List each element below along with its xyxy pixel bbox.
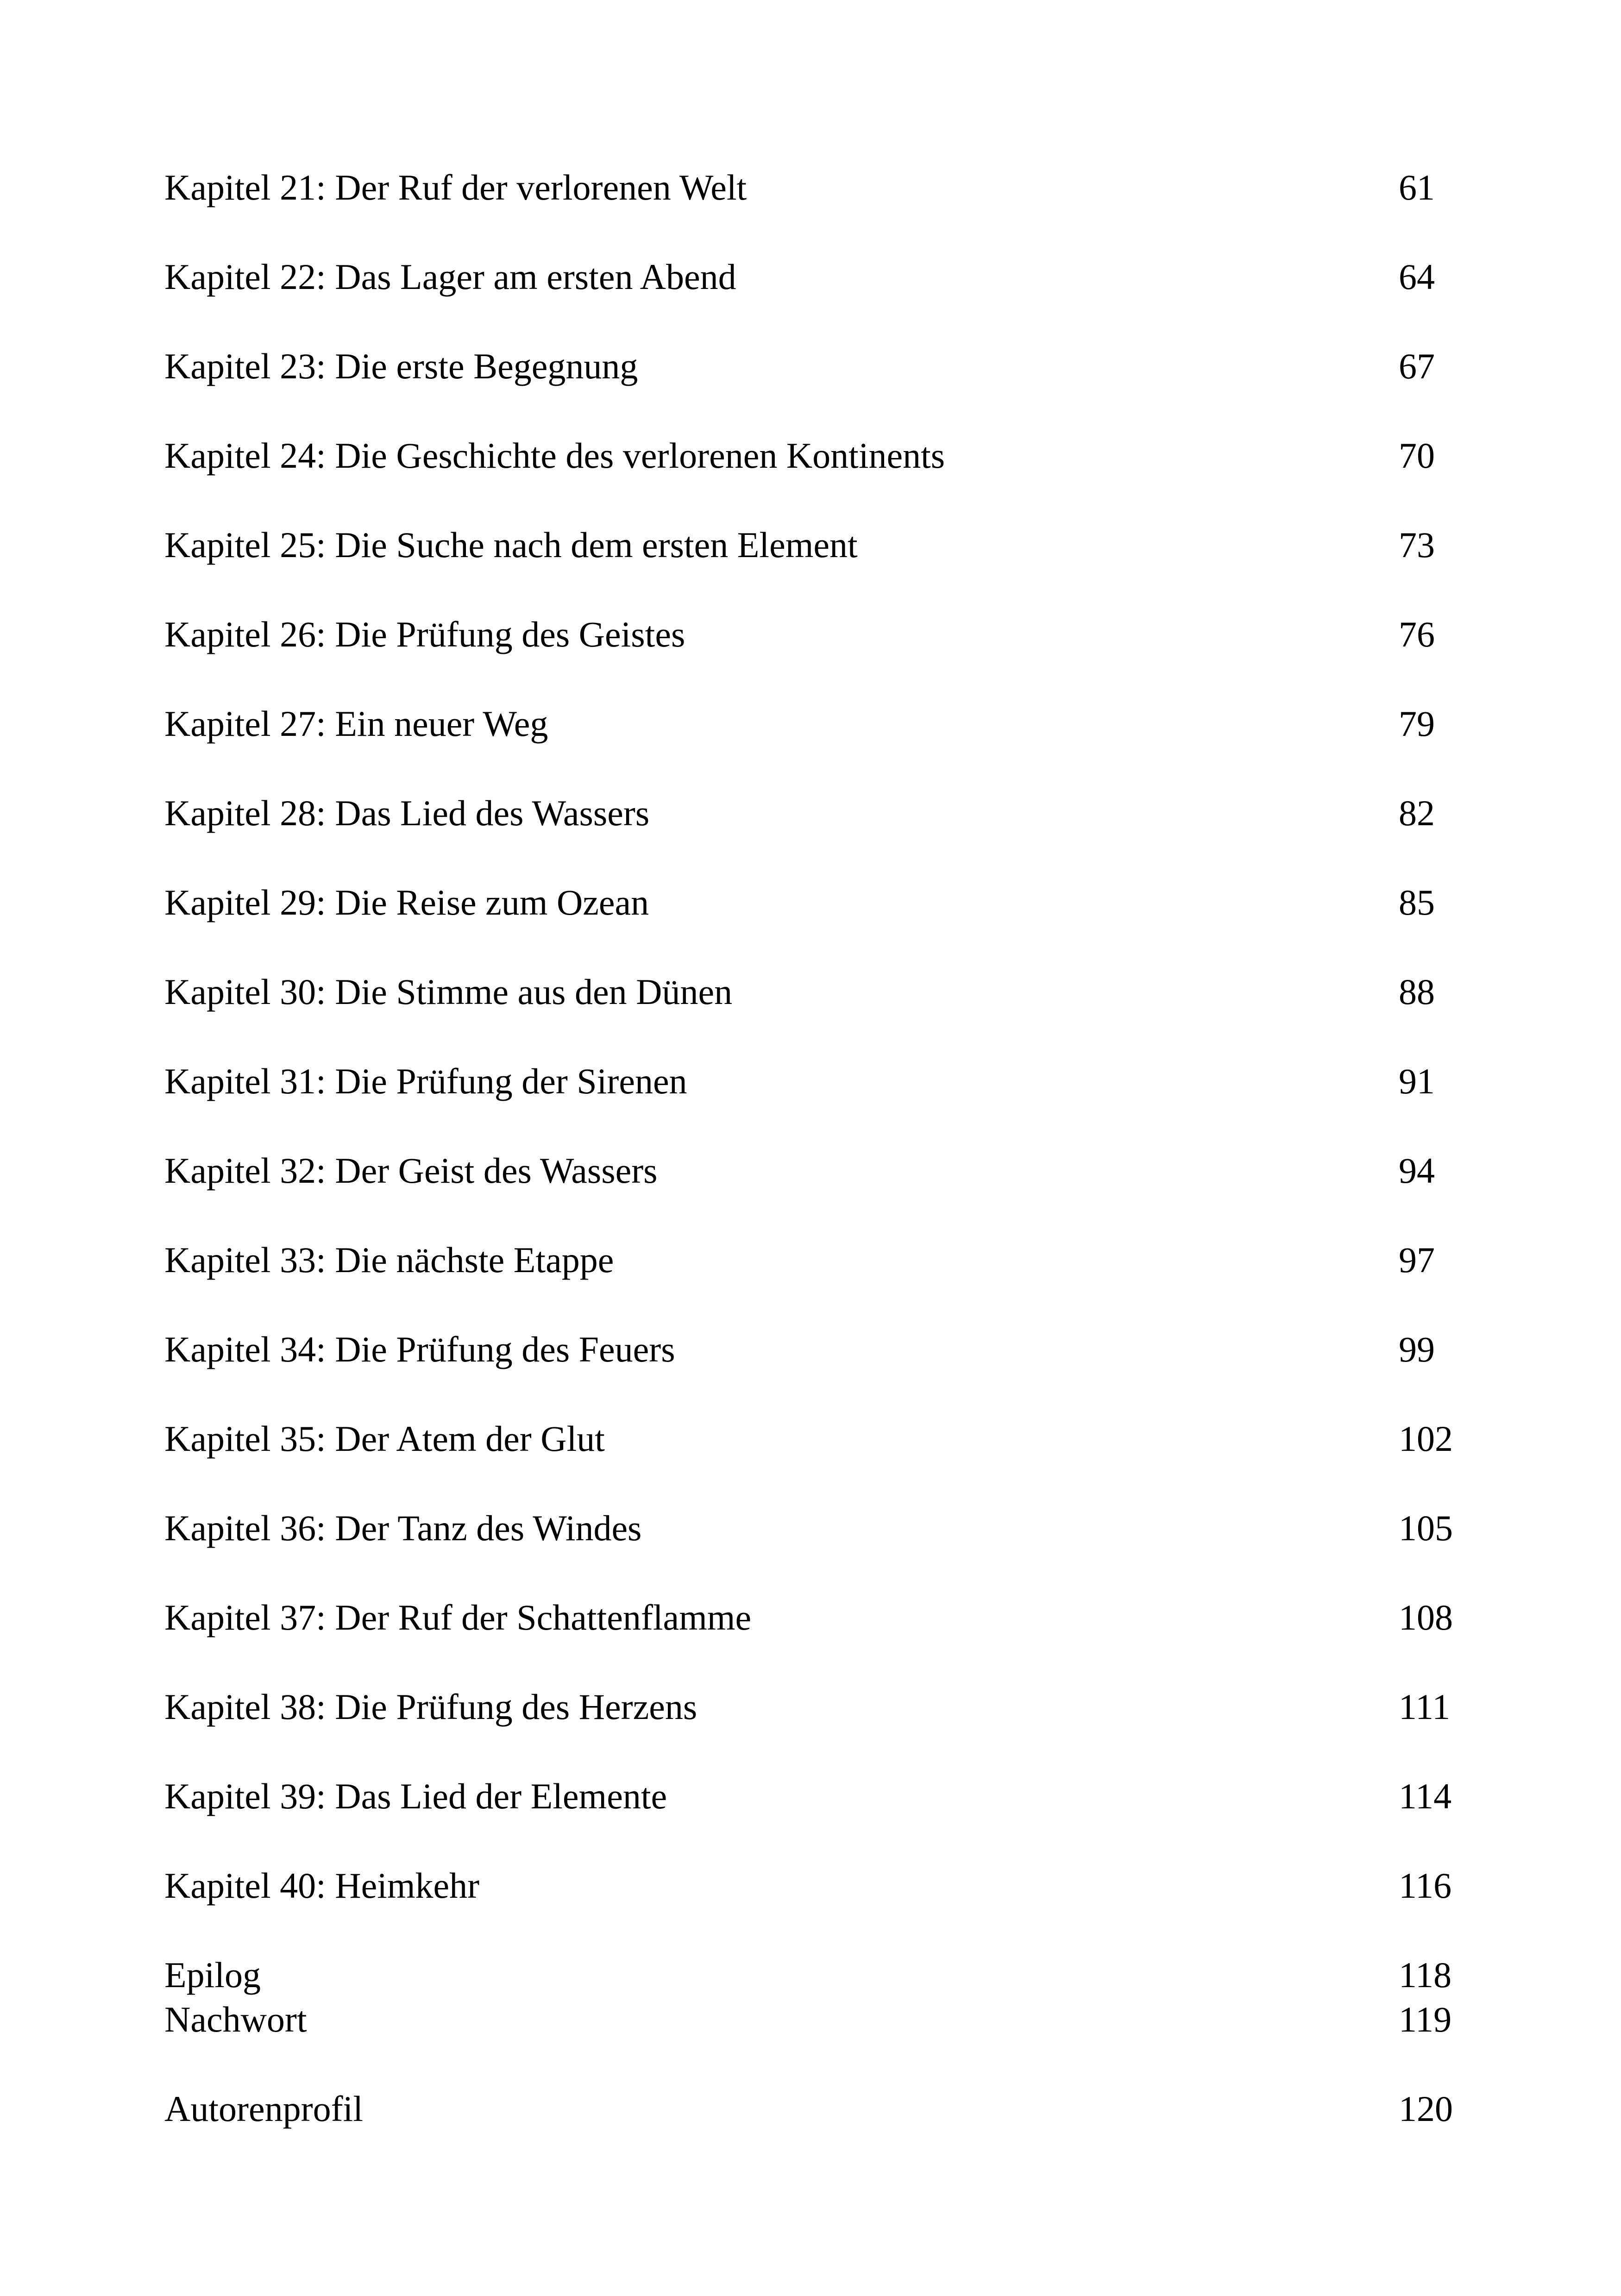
toc-entry-page: 91 (1399, 1061, 1435, 1101)
toc-entry-title: Kapitel 37: Der Ruf der Schattenflamme (164, 1597, 752, 1637)
toc-entry-title: Kapitel 29: Die Reise zum Ozean (164, 882, 649, 922)
toc-entry-title: Kapitel 25: Die Suche nach dem ersten Element (164, 525, 858, 565)
toc-entry-page: 120 (1399, 2089, 1453, 2129)
toc-entry-page: 105 (1399, 1508, 1453, 1548)
toc-entry-kapitel-26 (164, 609, 1508, 660)
toc-entry-kapitel-25 (164, 520, 1508, 571)
toc-entry-epilog (164, 1950, 1508, 2001)
toc-entry-page: 116 (1399, 1865, 1452, 1906)
toc-entry-kapitel-30 (164, 966, 1508, 1017)
toc-entry-page: 64 (1399, 257, 1435, 297)
toc-entry-page: 99 (1399, 1329, 1435, 1369)
toc-entry-title: Kapitel 30: Die Stimme aus den Dünen (164, 972, 733, 1012)
toc-entry-kapitel-38 (164, 1681, 1508, 1732)
toc-entry-title: Kapitel 36: Der Tanz des Windes (164, 1508, 642, 1548)
toc-entry-kapitel-35 (164, 1413, 1508, 1464)
toc-entry-page: 76 (1399, 614, 1435, 654)
toc-entry-kapitel-28 (164, 788, 1508, 839)
toc-entry-kapitel-29 (164, 877, 1508, 928)
toc-entry-page: 114 (1399, 1776, 1452, 1816)
toc-entry-kapitel-34 (164, 1324, 1508, 1375)
toc-entry-title: Kapitel 34: Die Prüfung des Feuers (164, 1329, 675, 1369)
toc-entry-title: Kapitel 21: Der Ruf der verlorenen Welt (164, 167, 747, 207)
toc-entry-title: Kapitel 28: Das Lied des Wassers (164, 793, 650, 833)
toc-entry-title: Kapitel 22: Das Lager am ersten Abend (164, 257, 736, 297)
toc-entry-page: 73 (1399, 525, 1435, 565)
toc-entry-kapitel-21 (164, 162, 1508, 213)
toc-entry-title: Kapitel 39: Das Lied der Elemente (164, 1776, 667, 1816)
toc-entry-kapitel-24 (164, 430, 1508, 481)
toc-entry-kapitel-32 (164, 1145, 1508, 1196)
toc-entry-kapitel-40 (164, 1860, 1508, 1911)
toc-entry-page: 67 (1399, 346, 1435, 386)
toc-entry-page: 79 (1399, 703, 1435, 744)
toc-entry-kapitel-31 (164, 1056, 1508, 1107)
toc-entry-page: 119 (1399, 1999, 1452, 2039)
toc-entry-title: Kapitel 38: Die Prüfung des Herzens (164, 1687, 697, 1727)
toc-entry-kapitel-39 (164, 1771, 1508, 1822)
toc-entry-page: 61 (1399, 167, 1435, 207)
toc-entry-title: Kapitel 26: Die Prüfung des Geistes (164, 614, 685, 654)
toc-entry-kapitel-33 (164, 1235, 1508, 1286)
toc-entry-kapitel-22 (164, 251, 1508, 302)
toc-entry-page: 97 (1399, 1240, 1435, 1280)
toc-entry-kapitel-23 (164, 341, 1508, 392)
toc-entry-title: Kapitel 40: Heimkehr (164, 1865, 480, 1906)
toc-entry-page: 85 (1399, 882, 1435, 922)
toc-entry-page: 118 (1399, 1955, 1452, 1995)
toc-entry-title: Kapitel 35: Der Atem der Glut (164, 1418, 605, 1459)
toc-entry-kapitel-27 (164, 698, 1508, 749)
toc-entry-title: Autorenprofil (164, 2089, 363, 2129)
toc-entry-title: Kapitel 33: Die nächste Etappe (164, 1240, 614, 1280)
toc-entry-title: Kapitel 32: Der Geist des Wassers (164, 1150, 658, 1191)
toc-entry-title: Kapitel 24: Die Geschichte des verlorenen Kontinents (164, 435, 945, 476)
toc-entry-title: Nachwort (164, 1999, 307, 2039)
toc-entry-title: Epilog (164, 1955, 261, 1995)
toc-entry-title: Kapitel 27: Ein neuer Weg (164, 703, 548, 744)
toc-entry-page: 70 (1399, 435, 1435, 476)
toc-entry-title: Kapitel 31: Die Prüfung der Sirenen (164, 1061, 687, 1101)
toc-entry-title: Kapitel 23: Die erste Begegnung (164, 346, 638, 386)
toc-entry-page: 102 (1399, 1418, 1453, 1459)
toc-entry-page: 108 (1399, 1597, 1453, 1637)
toc-entry-page: 82 (1399, 793, 1435, 833)
toc-entry-page: 94 (1399, 1150, 1435, 1191)
toc-entry-autorenprofil (164, 2083, 1508, 2134)
toc-entry-kapitel-36 (164, 1503, 1508, 1554)
toc-entry-page: 88 (1399, 972, 1435, 1012)
toc-entry-nachwort (164, 1994, 1508, 2045)
toc-entry-page: 111 (1399, 1687, 1451, 1727)
toc-entry-kapitel-37 (164, 1592, 1508, 1643)
